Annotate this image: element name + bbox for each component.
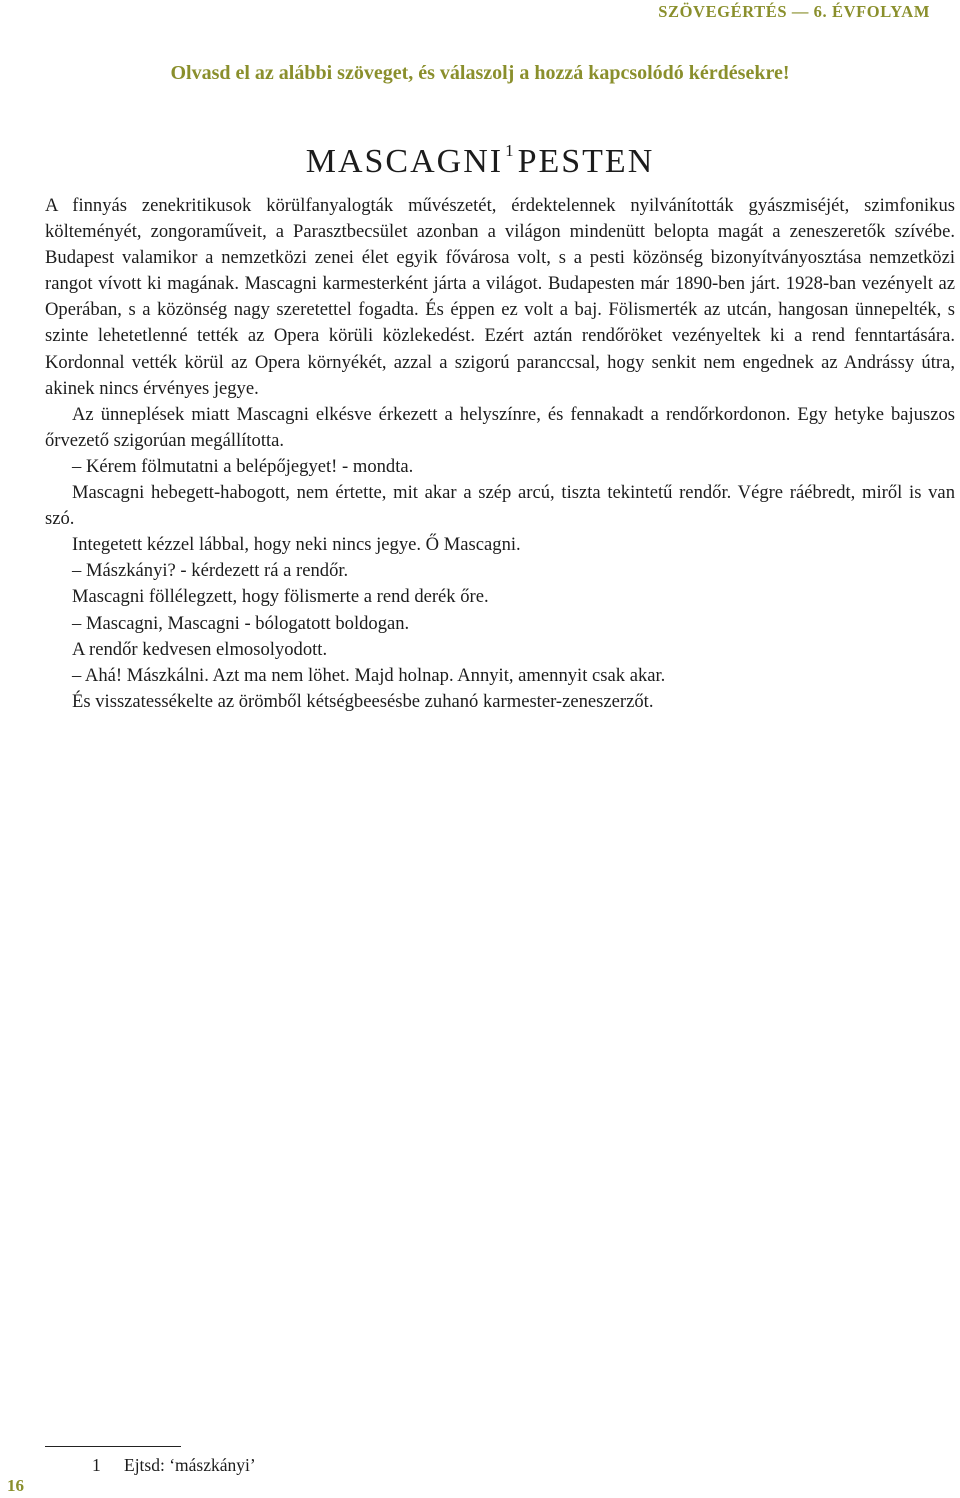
dialogue-line-mászkálni: – Ahá! Mászkálni. Azt ma nem löhet. Majd holnap. Annyit, amennyit csak akar. — [72, 664, 666, 686]
paragraph-confusion: Mascagni hebegett-habogott, nem értette, mit akar a szép arcú, tiszta tekintetű rendőr. Végre ráébredt, miről is van szó. — [45, 482, 955, 530]
article-body — [45, 193, 955, 715]
dialogue-line-ticket-request: – Kérem fölmutatni a belépőjegyet! - mondta. — [72, 455, 414, 477]
paragraph-relief: Mascagni föllélegzett, hogy fölismerte a rend derék őre. — [72, 586, 489, 608]
paragraph-intro: A finnyás zenekritikusok körülfanyalogták művészetét, érdektelennek nyilvánították gyászmiséjét, szimfonikus költeményét, zongoraműveit, a Parasztbecsület azonban a világon mindenütt belopta magát a zeneszeretők szívébe. Budapest valamikor a nemzetközi zenei élet egyik fővárosa volt, s a pesti közönség bizonyítványosztása nemzetközi rangot vívott ki magának. Mascagni karmesterként járta a világot. Budapesten már 1890-ben járt. 1928-ban vezényelt az Operában, s a közönség nagy szeretettel fogadta. És éppen ez volt a baj. Fölismerték az utcán, hangosan ünnepelték, s szinte lehetetlenné tették az Opera körüli közlekedést. Ezért aztán rendőröket vezényeltek ki a rend fenntartására. Kordonnal vették körül az Opera környékét, azzal a szigorú paranccsal, hogy senkit nem engednek az Andrássy útra, akinek nincs érvényes jegye. — [45, 195, 955, 399]
dialogue-line-mascagni: – Mascagni, Mascagni - bólogatott boldogan. — [72, 612, 410, 634]
title-footnote-reference: 1 — [505, 140, 514, 160]
running-header — [0, 2, 960, 24]
paragraph-smile: A rendőr kedvesen elmosolyodott. — [72, 638, 328, 660]
task-instruction: Olvasd el az alábbi szöveget, és válaszolj a hozzá kapcsolódó kérdésekre! — [170, 62, 790, 84]
footnote-text: Ejtsd: ‘mászkányi’ — [124, 1455, 256, 1475]
running-header-title: SZÖVEGÉRTÉS — 6. ÉVFOLYAM — [658, 2, 930, 21]
page-number: 16 — [7, 1476, 24, 1495]
paragraph-ending: És visszatessékelte az örömből kétségbeesésbe zuhanó karmester-zeneszerzőt. — [72, 690, 654, 712]
article-title — [0, 141, 960, 181]
article-title-part2: PESTEN — [517, 142, 655, 180]
dialogue-line-maszkanyi: – Mászkányi? - kérdezett rá a rendőr. — [72, 560, 349, 582]
paragraph-arrival: Az ünneplések miatt Mascagni elkésve érkezett a helyszínre, és fennakadt a rendőrkordonon. Egy hetyke bajuszos őrvezető szigorúan megállította. — [45, 403, 955, 451]
footnote-number: 1 — [92, 1455, 101, 1475]
paragraph-gesture: Integetett kézzel lábbal, hogy neki nincs jegye. Ő Mascagni. — [72, 534, 521, 556]
article-title-part1: MASCAGNI — [305, 142, 504, 180]
footnote — [92, 1455, 256, 1476]
footnote-divider — [45, 1446, 181, 1447]
